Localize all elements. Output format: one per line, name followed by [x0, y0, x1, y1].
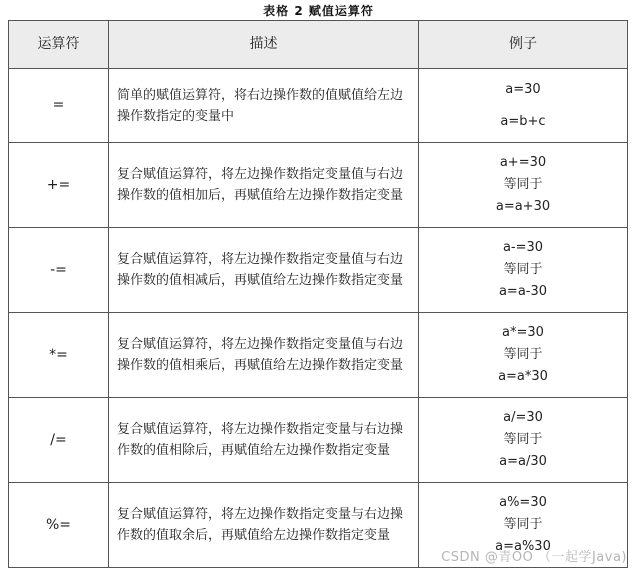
example-line: a%=30	[499, 495, 547, 510]
operator-cell: %=	[9, 483, 109, 568]
example-cell	[419, 228, 628, 313]
description-cell: 复合赋值运算符，将左边操作数指定变量值与右边操作数的值相乘后，再赋值给左边操作数指定变量	[109, 313, 419, 398]
example-line: 等同于	[503, 517, 543, 532]
table-row	[9, 398, 628, 483]
example-line: a*=30	[502, 325, 544, 340]
example-line: a-=30	[502, 240, 544, 255]
operator-cell: *=	[9, 313, 109, 398]
table-caption: 表格 2 赋值运算符	[263, 4, 374, 18]
table-row	[9, 228, 628, 313]
example-line: 等同于	[503, 347, 543, 362]
description-cell: 复合赋值运算符，将左边操作数指定变量与右边操作数的值取余后，再赋值给左边操作数指定变量	[109, 483, 419, 568]
example-line: 等同于	[503, 432, 543, 447]
description-cell: 简单的赋值运算符，将右边操作数的值赋值给左边操作数指定的变量中	[109, 69, 419, 143]
example-line: a=a%30	[495, 539, 551, 554]
header-row	[9, 21, 628, 69]
example-line: 等同于	[503, 262, 543, 277]
operator-cell: -=	[9, 228, 109, 313]
header-operator: 运算符	[9, 21, 109, 69]
operator-cell: /=	[9, 398, 109, 483]
example-line: a=30	[505, 81, 541, 97]
table-row	[9, 313, 628, 398]
example-line: a=a/30	[499, 454, 547, 469]
header-description: 描述	[109, 21, 419, 69]
example-cell	[419, 69, 628, 143]
example-cell	[419, 398, 628, 483]
operator-cell: =	[9, 69, 109, 143]
watermark: CSDN @青OO （一起学Java)	[441, 550, 627, 565]
assignment-operators-table	[8, 20, 628, 568]
description-cell: 复合赋值运算符，将左边操作数指定变量与右边操作数的值相除后，再赋值给左边操作数指定变量	[109, 398, 419, 483]
description-cell: 复合赋值运算符，将左边操作数指定变量值与右边操作数的值相加后，再赋值给左边操作数指定变量	[109, 143, 419, 228]
table-row	[9, 69, 628, 143]
example-line: a=a*30	[498, 369, 548, 384]
example-line: a=b+c	[500, 113, 546, 129]
description-cell: 复合赋值运算符，将左边操作数指定变量值与右边操作数的值相减后，再赋值给左边操作数指定变量	[109, 228, 419, 313]
example-line: a+=30	[499, 155, 547, 170]
example-line: a/=30	[503, 410, 543, 425]
example-line: a=a+30	[495, 199, 551, 214]
operator-cell: +=	[9, 143, 109, 228]
example-cell	[419, 313, 628, 398]
header-example: 例子	[419, 21, 628, 69]
example-line: a=a-30	[498, 284, 548, 299]
table-row	[9, 143, 628, 228]
example-cell	[419, 143, 628, 228]
example-line: 等同于	[503, 177, 543, 192]
